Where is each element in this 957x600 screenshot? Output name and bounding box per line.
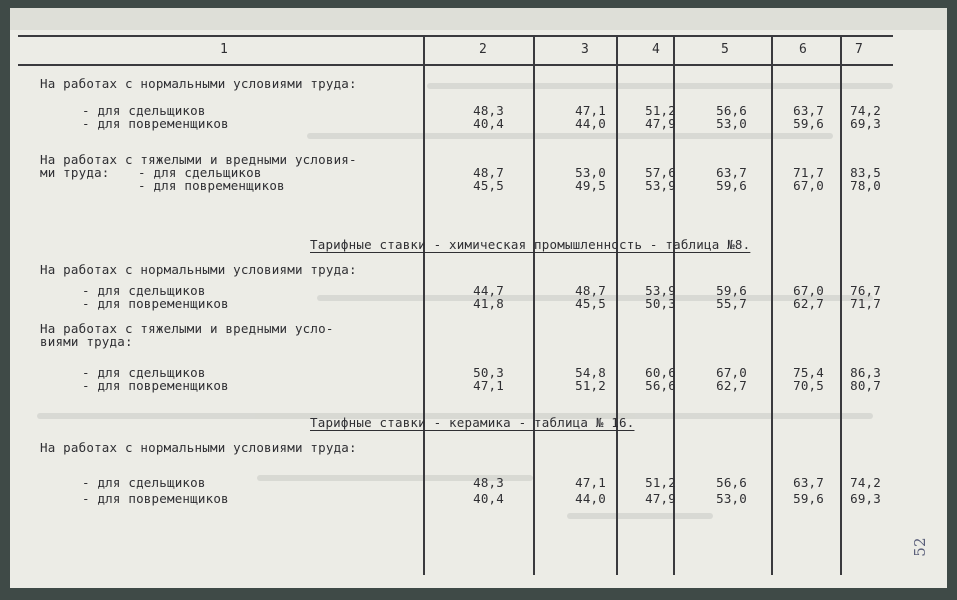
group-heading: ми труда: — [40, 165, 110, 180]
column-header: 6 — [798, 42, 808, 57]
table-cell: 56,6 — [716, 103, 747, 118]
group-heading: На работах с тяжелыми и вредными условия- — [40, 152, 357, 167]
section-title: Тарифные ставки - химическая промышленность - таблица №8. — [310, 237, 751, 252]
table-cell: 47,1 — [575, 103, 606, 118]
row-label: - для сдельщиков — [82, 103, 206, 118]
column-separator — [616, 35, 618, 575]
table-cell: 74,2 — [850, 475, 881, 490]
column-separator — [533, 35, 535, 575]
table-cell: 86,3 — [850, 365, 881, 380]
table-cell: 67,0 — [793, 178, 824, 193]
table-cell: 62,7 — [793, 296, 824, 311]
table-cell: 54,8 — [575, 365, 606, 380]
table-cell: 51,2 — [645, 103, 676, 118]
table-cell: 50,3 — [645, 296, 676, 311]
table-cell: 53,9 — [645, 178, 676, 193]
table-cell: 47,1 — [575, 475, 606, 490]
column-header: 7 — [854, 42, 864, 57]
table-cell: 71,7 — [850, 296, 881, 311]
column-header: 1 — [219, 42, 229, 57]
table-cell: 59,6 — [716, 283, 747, 298]
table-cell: 67,0 — [716, 365, 747, 380]
table-cell: 75,4 — [793, 365, 824, 380]
row-label: - для повременщиков — [82, 491, 229, 506]
table-cell: 45,5 — [473, 178, 504, 193]
column-header: 5 — [720, 42, 730, 57]
table-cell: 48,3 — [473, 103, 504, 118]
table-cell: 62,7 — [716, 378, 747, 393]
table-cell: 48,7 — [473, 165, 504, 180]
table-cell: 67,0 — [793, 283, 824, 298]
table-cell: 78,0 — [850, 178, 881, 193]
table-cell: 48,3 — [473, 475, 504, 490]
table-cell: 53,0 — [716, 116, 747, 131]
table-cell: 69,3 — [850, 116, 881, 131]
page-top-shadow — [10, 8, 947, 30]
row-label: - для повременщиков — [82, 296, 229, 311]
table-cell: 51,2 — [575, 378, 606, 393]
table-cell: 44,0 — [575, 491, 606, 506]
table-cell: 53,9 — [645, 283, 676, 298]
table-cell: 41,8 — [473, 296, 504, 311]
table-cell: 57,6 — [645, 165, 676, 180]
row-label: - для сдельщиков — [82, 365, 206, 380]
section-title: Тарифные ставки - керамика - таблица № 16. — [310, 415, 635, 430]
table-cell: 40,4 — [473, 116, 504, 131]
document-page — [10, 8, 947, 588]
group-heading: На работах с нормальными условиями труда: — [40, 440, 357, 455]
table-cell: 47,9 — [645, 116, 676, 131]
group-heading: На работах с нормальными условиями труда: — [40, 262, 357, 277]
table-cell: 59,6 — [793, 116, 824, 131]
table-cell: 74,2 — [850, 103, 881, 118]
table-cell: 56,6 — [645, 378, 676, 393]
table-cell: 63,7 — [793, 475, 824, 490]
column-header: 3 — [580, 42, 590, 57]
table-cell: 51,2 — [645, 475, 676, 490]
table-cell: 63,7 — [793, 103, 824, 118]
row-label: - для повременщиков — [138, 178, 285, 193]
row-label: - для повременщиков — [82, 116, 229, 131]
column-header: 2 — [478, 42, 488, 57]
table-cell: 53,0 — [716, 491, 747, 506]
table-cell: 50,3 — [473, 365, 504, 380]
table-cell: 60,6 — [645, 365, 676, 380]
table-cell: 47,1 — [473, 378, 504, 393]
table-cell: 71,7 — [793, 165, 824, 180]
table-cell: 56,6 — [716, 475, 747, 490]
row-label: - для сдельщиков — [82, 475, 206, 490]
table-cell: 70,5 — [793, 378, 824, 393]
table-cell: 45,5 — [575, 296, 606, 311]
table-cell: 83,5 — [850, 165, 881, 180]
table-cell: 47,9 — [645, 491, 676, 506]
column-header: 4 — [651, 42, 661, 57]
group-heading: На работах с тяжелыми и вредными усло- — [40, 321, 334, 336]
row-label: - для сдельщиков — [138, 165, 262, 180]
column-separator — [423, 35, 425, 575]
table-cell: 40,4 — [473, 491, 504, 506]
table-cell: 53,0 — [575, 165, 606, 180]
row-label: - для сдельщиков — [82, 283, 206, 298]
table-cell: 59,6 — [716, 178, 747, 193]
header-top-rule — [18, 35, 893, 37]
table-cell: 59,6 — [793, 491, 824, 506]
table-cell: 63,7 — [716, 165, 747, 180]
header-bottom-rule — [18, 64, 893, 66]
table-cell: 44,7 — [473, 283, 504, 298]
table-cell: 76,7 — [850, 283, 881, 298]
group-heading: виями труда: — [40, 334, 133, 349]
group-heading: На работах с нормальными условиями труда: — [40, 76, 357, 91]
table-cell: 69,3 — [850, 491, 881, 506]
page-number: 52 — [910, 537, 929, 557]
table-cell: 49,5 — [575, 178, 606, 193]
row-label: - для повременщиков — [82, 378, 229, 393]
table-cell: 44,0 — [575, 116, 606, 131]
table-cell: 80,7 — [850, 378, 881, 393]
table-cell: 55,7 — [716, 296, 747, 311]
table-cell: 48,7 — [575, 283, 606, 298]
